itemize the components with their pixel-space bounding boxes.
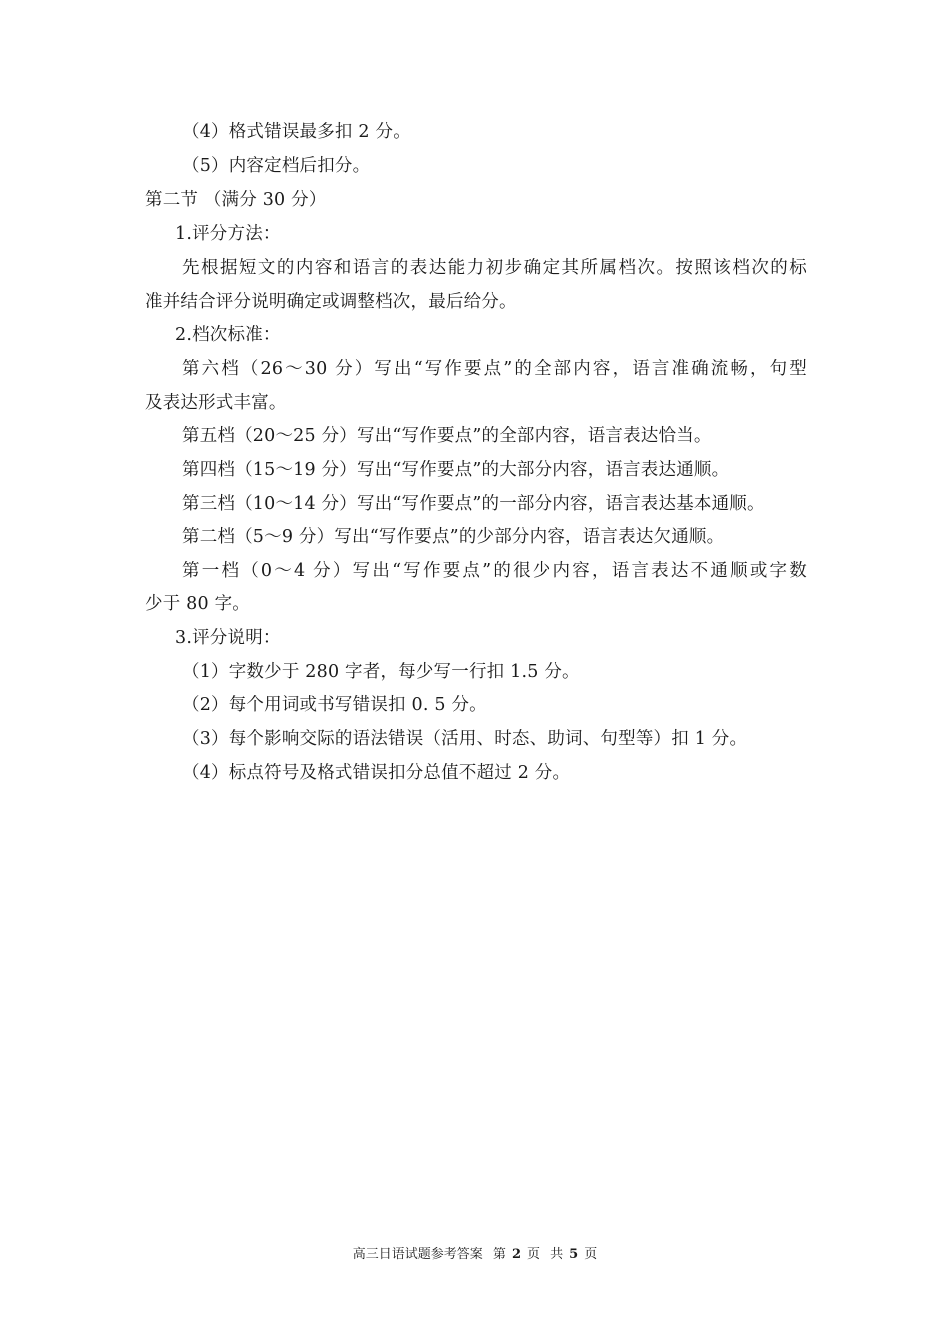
footer-title: 高三日语试题参考答案 <box>352 1247 483 1262</box>
grade-1-line2: 少于 80 字。 <box>145 594 250 614</box>
page-footer <box>0 1246 950 1264</box>
scoring-note-3: （3）每个影响交际的语法错误（活用、时态、助词、句型等）扣 1 分。 <box>182 729 748 749</box>
scoring-note-1: （1）字数少于 280 字者，每少写一行扣 1.5 分。 <box>182 662 580 682</box>
section2-heading: 第二节 （满分 30 分） <box>145 190 327 210</box>
section1-item-4: （4）格式错误最多扣 2 分。 <box>182 122 411 142</box>
grade-5: 第五档（20～25 分）写出“写作要点”的全部内容，语言表达恰当。 <box>182 426 712 446</box>
footer-total-suffix: 页 <box>584 1247 598 1262</box>
footer-page-mid: 页 <box>526 1247 540 1262</box>
grade-2: 第二档（5～9 分）写出“写作要点”的少部分内容，语言表达欠通顺。 <box>182 527 725 547</box>
footer-total-pages: 5 <box>569 1247 579 1262</box>
scoring-method-title: 1.评分方法： <box>175 224 281 244</box>
scoring-note-4: （4）标点符号及格式错误扣分总值不超过 2 分。 <box>182 763 571 783</box>
scoring-note-2: （2）每个用词或书写错误扣 0. 5 分。 <box>182 695 487 715</box>
grade-3: 第三档（10～14 分）写出“写作要点”的一部分内容，语言表达基本通顺。 <box>182 494 765 514</box>
footer-total-prefix: 共 <box>550 1247 564 1262</box>
grade-standard-title: 2.档次标准： <box>175 325 281 345</box>
footer-page-number: 2 <box>511 1247 521 1262</box>
footer-page-prefix: 第 <box>492 1247 506 1262</box>
grade-4: 第四档（15～19 分）写出“写作要点”的大部分内容，语言表达通顺。 <box>182 460 730 480</box>
grade-6-line1: 第六档（26～30 分）写出“写作要点”的全部内容，语言准确流畅，句型 <box>182 359 807 379</box>
scoring-method-text-line2: 准并结合评分说明确定或调整档次，最后给分。 <box>145 292 517 312</box>
scoring-method-text-line1: 先根据短文的内容和语言的表达能力初步确定其所属档次。按照该档次的标 <box>182 258 807 278</box>
scoring-notes-title: 3.评分说明： <box>175 628 281 648</box>
grade-6-line2: 及表达形式丰富。 <box>145 393 287 413</box>
grade-1-line1: 第一档（0～4 分）写出“写作要点”的很少内容，语言表达不通顺或字数 <box>182 561 807 581</box>
section1-item-5: （5）内容定档后扣分。 <box>182 156 371 176</box>
